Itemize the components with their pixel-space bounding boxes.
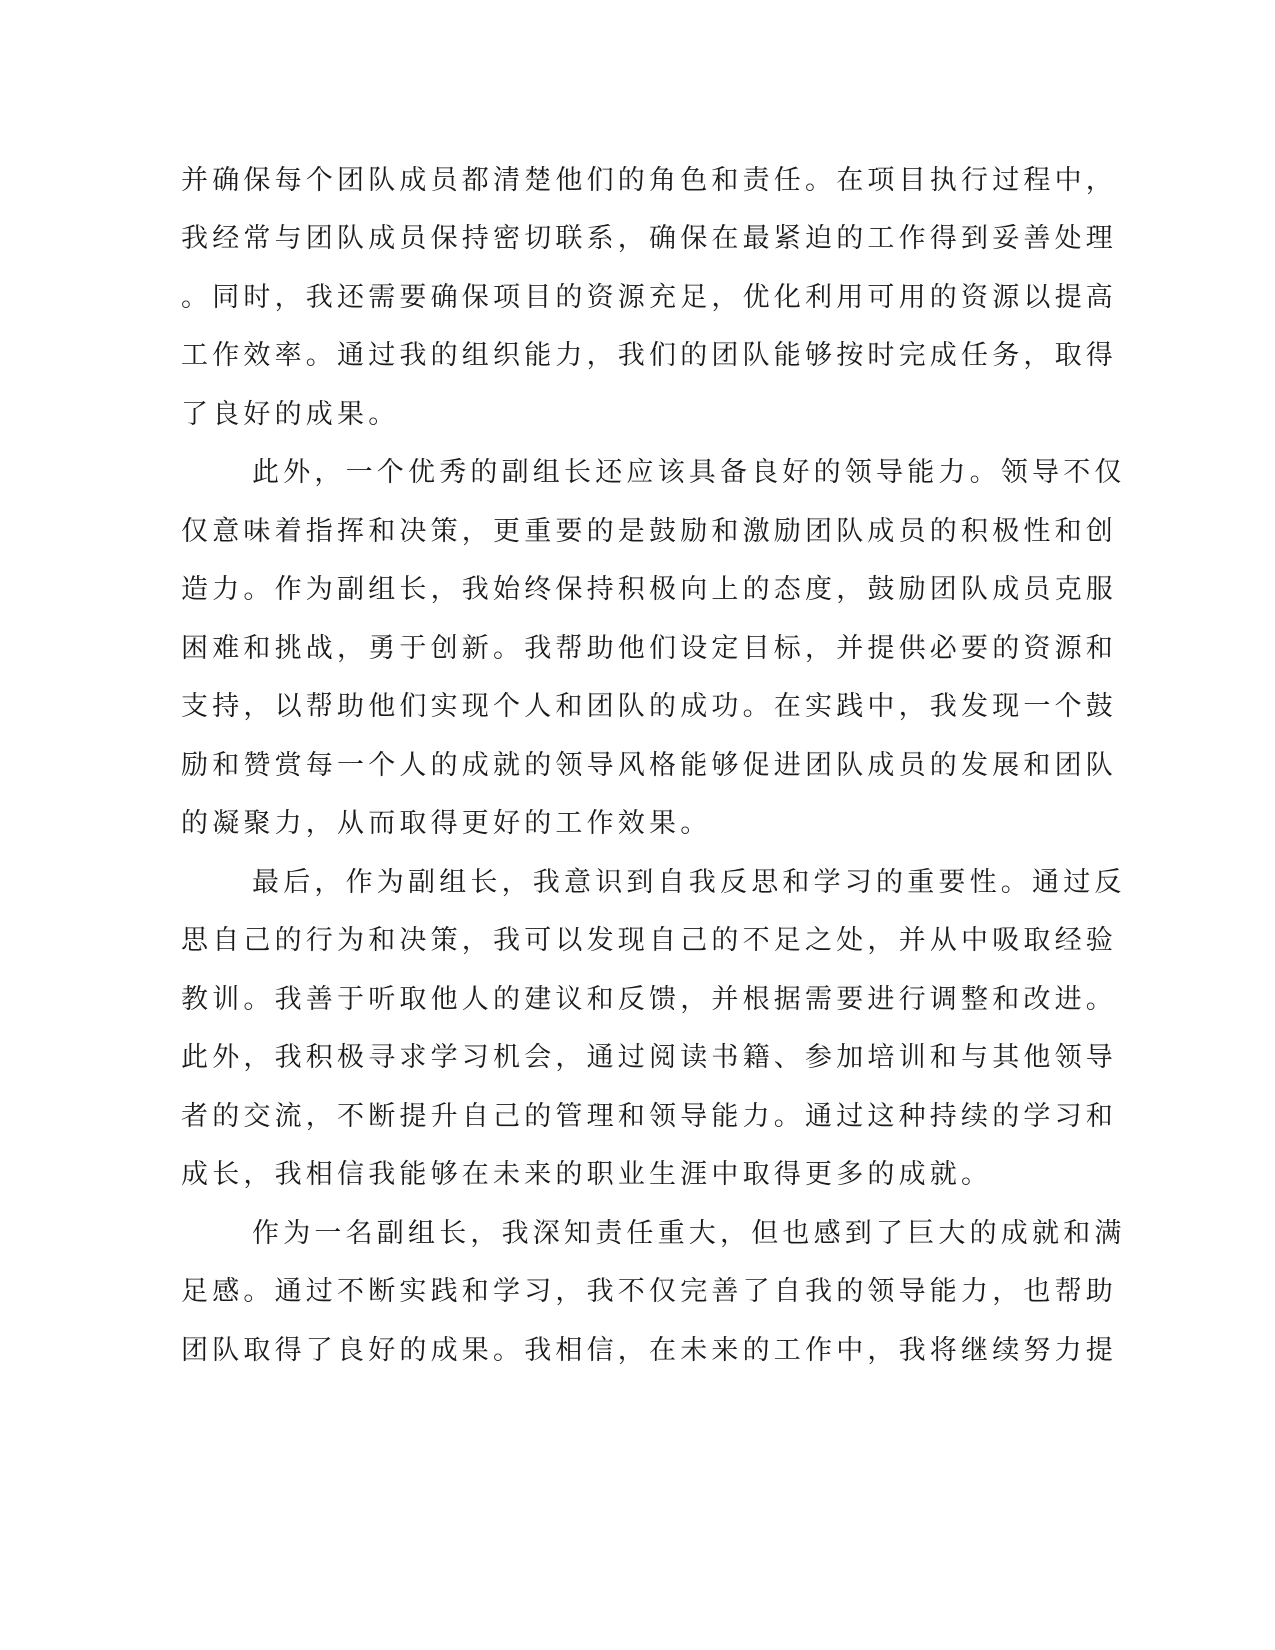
text-line: 此外，我积极寻求学习机会，通过阅读书籍、参加培训和与其他领导 (181, 1042, 1117, 1073)
paragraph-first-line: 作为一名副组长，我深知责任重大，但也感到了巨大的成就和满 (252, 1218, 1126, 1249)
text-line: 励和赞赏每一个人的成就的领导风格能够促进团队成员的发展和团队 (181, 750, 1117, 781)
text-line: 的凝聚力，从而取得更好的工作效果。 (181, 808, 712, 839)
text-line: 我经常与团队成员保持密切联系，确保在最紧迫的工作得到妥善处理 (181, 223, 1117, 254)
text-line: 思自己的行为和决策，我可以发现自己的不足之处，并从中吸取经验 (181, 925, 1117, 956)
text-line: 支持，以帮助他们实现个人和团队的成功。在实践中，我发现一个鼓 (181, 691, 1117, 722)
text-line: 仅意味着指挥和决策，更重要的是鼓励和激励团队成员的积极性和创 (181, 516, 1117, 547)
text-line: 工作效率。通过我的组织能力，我们的团队能够按时完成任务，取得 (181, 340, 1117, 371)
text-line: 者的交流，不断提升自己的管理和领导能力。通过这种持续的学习和 (181, 1101, 1117, 1132)
text-line: 并确保每个团队成员都清楚他们的角色和责任。在项目执行过程中， (181, 165, 1117, 196)
text-line: 造力。作为副组长，我始终保持积极向上的态度，鼓励团队成员克服 (181, 574, 1117, 605)
paragraph-first-line: 最后，作为副组长，我意识到自我反思和学习的重要性。通过反 (252, 867, 1126, 898)
text-line: 了良好的成果。 (181, 399, 400, 430)
text-line: 成长，我相信我能够在未来的职业生涯中取得更多的成就。 (181, 1159, 993, 1190)
text-line: 足感。通过不断实践和学习，我不仅完善了自我的领导能力，也帮助 (181, 1276, 1117, 1307)
text-line: 。同时，我还需要确保项目的资源充足，优化利用可用的资源以提高 (181, 282, 1117, 313)
text-line: 团队取得了良好的成果。我相信，在未来的工作中，我将继续努力提 (181, 1335, 1117, 1366)
text-line: 教训。我善于听取他人的建议和反馈，并根据需要进行调整和改进。 (181, 984, 1117, 1015)
paragraph-first-line: 此外，一个优秀的副组长还应该具备良好的领导能力。领导不仅 (252, 457, 1126, 488)
text-line: 困难和挑战，勇于创新。我帮助他们设定目标，并提供必要的资源和 (181, 633, 1117, 664)
